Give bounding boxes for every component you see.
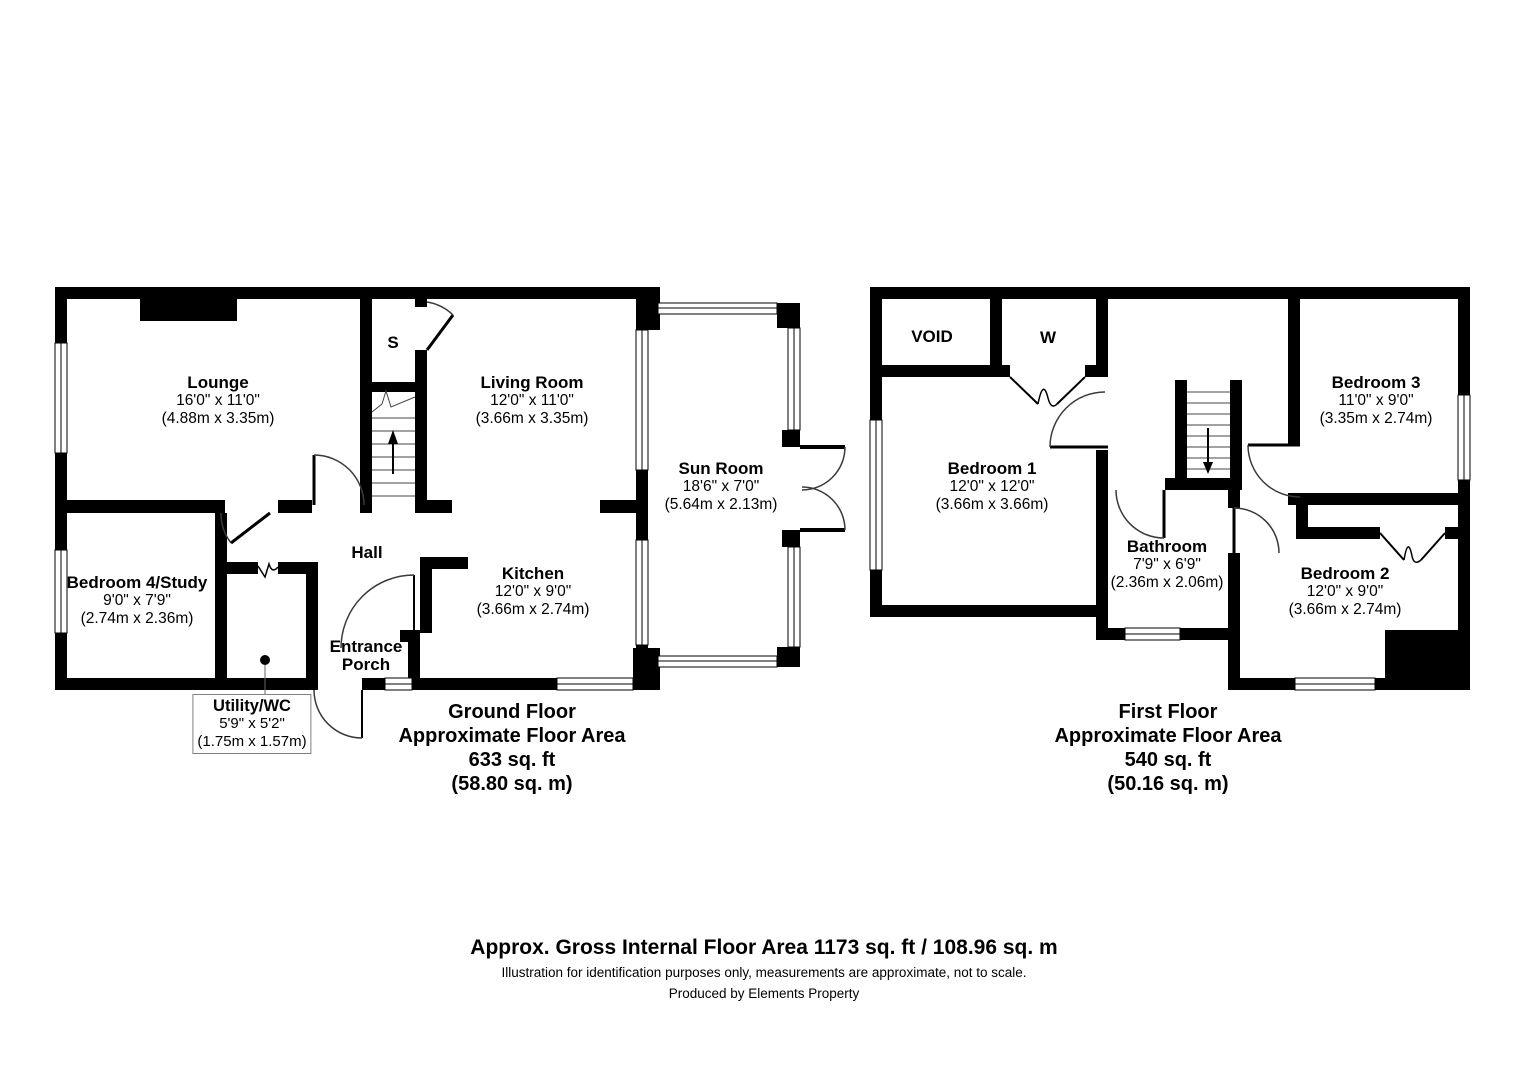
room-label-sun-room <box>665 460 778 514</box>
ground-floor-title <box>398 700 625 796</box>
room-label-hall: Hall <box>351 543 383 562</box>
room-dims-ft: 9'0" x 7'9" <box>103 592 171 609</box>
room-label-bedroom1 <box>936 460 1049 514</box>
room-dims-ft: 11'0" x 9'0" <box>1338 392 1414 409</box>
storage-cupboard-door <box>427 302 453 350</box>
first-floor-title-line3: 540 sq. ft <box>1124 749 1212 771</box>
ground-floor-title-line1: Ground Floor <box>448 701 576 723</box>
room-dims-m: (4.88m x 3.35m) <box>161 410 275 427</box>
room-name: Kitchen <box>501 564 565 583</box>
disclaimer-text: Illustration for identification purposes only, measurements are approximate, not to scale. <box>501 965 1027 980</box>
room-name: Living Room <box>480 373 584 392</box>
room-name: Bathroom <box>1126 537 1208 556</box>
gross-area-title: Approx. Gross Internal Floor Area 1173 sq. ft / 108.96 sq. m <box>470 936 1058 959</box>
utility-bifold-door <box>258 564 278 577</box>
bathroom-door <box>1116 490 1164 538</box>
chimney-breast-first <box>1385 630 1458 678</box>
ground-floor-title-line4: (58.80 sq. m) <box>451 773 573 795</box>
stairs-down-arrow <box>1203 462 1213 474</box>
chimney-breast-ground <box>140 299 237 321</box>
room-label-utility-wc <box>192 694 311 754</box>
room-dims-m: (3.66m x 2.74m) <box>476 601 590 618</box>
first-floor-title-line4: (50.16 sq. m) <box>1107 773 1229 795</box>
bedroom4-door <box>221 513 270 543</box>
french-doors <box>800 445 845 532</box>
room-dims-m: (3.66m x 2.74m) <box>1288 601 1402 618</box>
room-label-bedroom3 <box>1320 374 1433 428</box>
room-name: Entrance Porch <box>329 637 403 674</box>
room-name: Utility/WC <box>213 697 291 715</box>
room-dims-ft: 12'0" x 9'0" <box>494 583 572 600</box>
room-dims-m: (3.66m x 3.66m) <box>935 496 1049 513</box>
room-dims-m: (3.66m x 3.35m) <box>475 410 589 427</box>
room-dims-m: (5.64m x 2.13m) <box>664 496 778 513</box>
room-label-lounge <box>162 374 275 428</box>
utility-annotation <box>260 655 270 697</box>
ground-floor-title-line3: 633 sq. ft <box>468 749 556 771</box>
room-dims-ft: 12'0" x 9'0" <box>1306 583 1384 600</box>
room-dims-m: (2.74m x 2.36m) <box>80 610 194 627</box>
room-name: Lounge <box>187 373 249 392</box>
stair-break-line <box>372 391 415 412</box>
producer-text: Produced by Elements Property <box>668 986 860 1001</box>
room-label-void: VOID <box>911 327 953 346</box>
room-label-bathroom <box>1111 538 1224 592</box>
lounge-door <box>314 455 364 505</box>
room-label-bedroom4 <box>67 574 208 628</box>
closet-bifold-door <box>1380 533 1445 562</box>
room-name: Bedroom 3 <box>1331 373 1421 392</box>
bedroom1-door <box>1050 392 1108 447</box>
first-floor-title-line2: Approximate Floor Area <box>1054 725 1282 747</box>
front-door <box>314 690 362 738</box>
first-floor-title-line1: First Floor <box>1118 701 1218 723</box>
room-dims-ft: 12'0" x 12'0" <box>949 478 1035 495</box>
room-dims-ft: 7'9" x 6'9" <box>1133 556 1201 573</box>
ground-floor-stairs <box>372 391 415 496</box>
stairs-up-arrow <box>388 430 398 444</box>
bedroom2-door <box>1234 508 1279 553</box>
room-dims-m: (3.35m x 2.74m) <box>1319 410 1433 427</box>
room-label-wardrobe: W <box>1039 328 1057 347</box>
footer <box>0 936 1528 1001</box>
room-name: Bedroom 4/Study <box>66 573 208 592</box>
room-name: Bedroom 2 <box>1300 564 1390 583</box>
ground-floor-walls <box>55 287 660 690</box>
room-name: Sun Room <box>678 459 764 478</box>
room-label-storage: S <box>387 333 399 352</box>
room-label-entrance-porch <box>310 638 422 674</box>
room-label-kitchen <box>477 565 590 619</box>
room-dims-ft: 16'0" x 11'0" <box>176 392 260 409</box>
room-name: Bedroom 1 <box>947 459 1037 478</box>
room-label-living-room <box>476 374 589 428</box>
first-floor-stairs <box>1187 392 1230 474</box>
room-dims-ft: 12'0" x 11'0" <box>490 392 574 409</box>
room-label-bedroom2 <box>1289 565 1402 619</box>
first-floor-title <box>1054 700 1281 796</box>
room-dims-m: (2.36m x 2.06m) <box>1110 574 1224 591</box>
room-dims-m: (1.75m x 1.57m) <box>197 733 307 750</box>
room-dims-ft: 18'6" x 7'0" <box>682 478 760 495</box>
bedroom3-door <box>1248 445 1300 497</box>
room-dims-ft: 5'9" x 5'2" <box>219 715 285 732</box>
ground-floor-title-line2: Approximate Floor Area <box>398 725 626 747</box>
